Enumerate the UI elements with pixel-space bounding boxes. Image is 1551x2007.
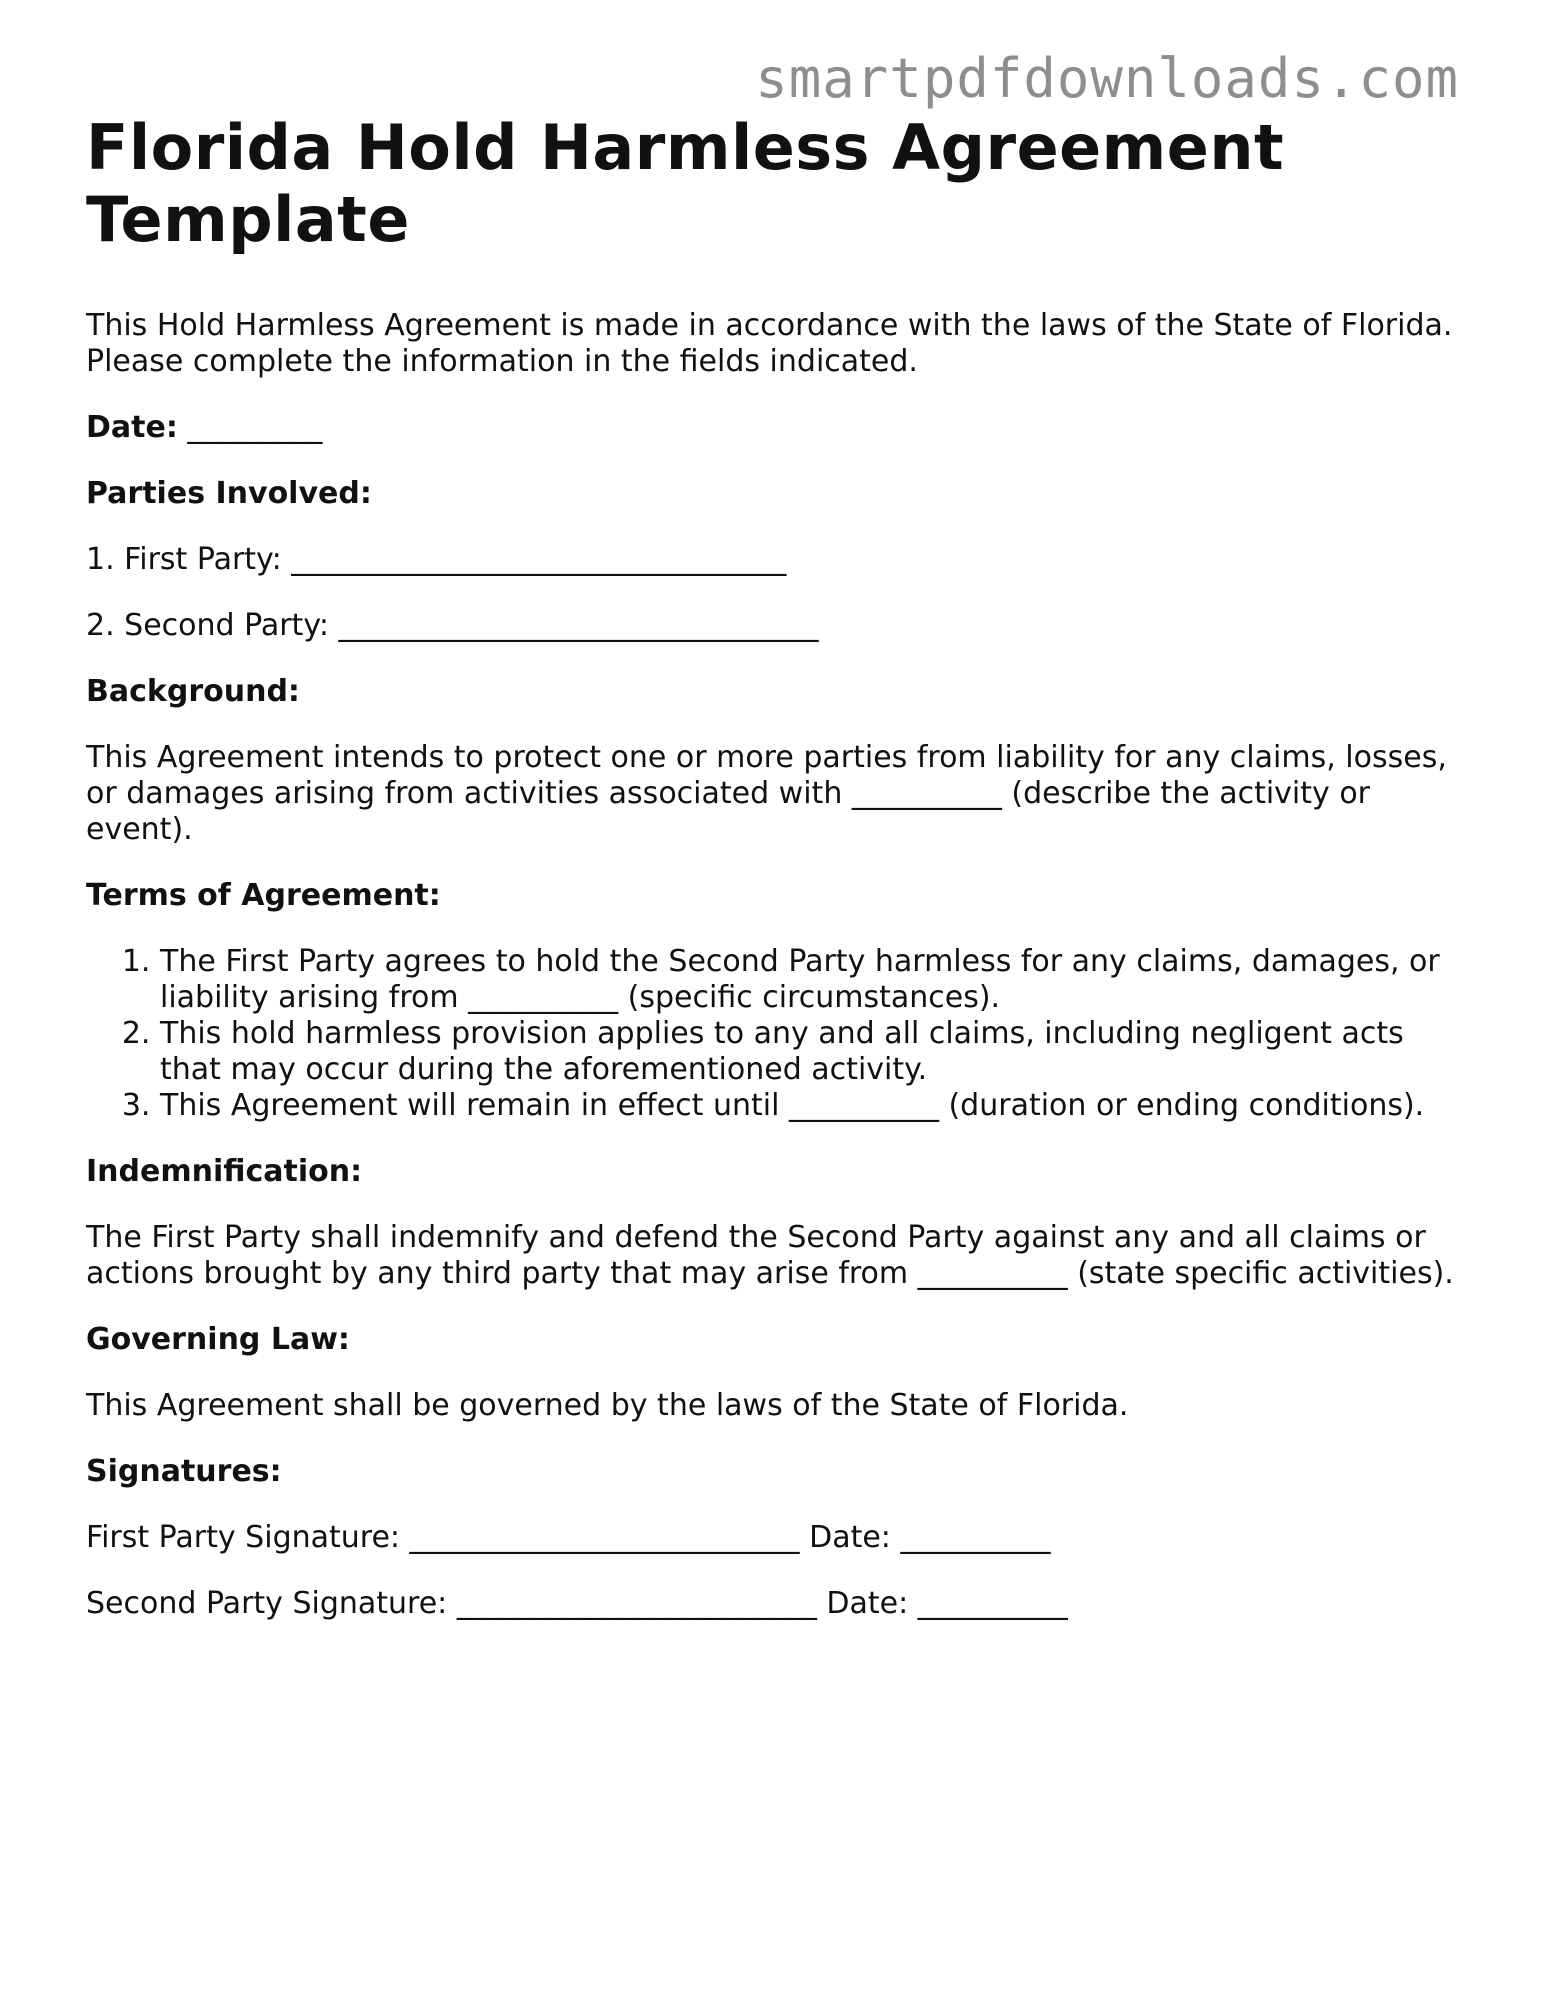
second-party-signature-line: Second Party Signature: ________________________ Date: __________ (86, 1586, 1068, 1621)
background-paragraph: This Agreement intends to protect one or more parties from liability for any claims, losses, or damages arising from activities associated with __________ (describe the activity or event). (86, 740, 1447, 847)
first-party-line: 1. First Party: _________________________________ (86, 542, 787, 577)
signatures-heading: Signatures: (86, 1454, 282, 1489)
governing-law-paragraph: This Agreement shall be governed by the laws of the State of Florida. (86, 1388, 1129, 1423)
parties-heading: Parties Involved: (86, 476, 372, 511)
watermark: smartpdfdownloads.com (755, 47, 1459, 110)
terms-list (86, 944, 1466, 1124)
terms-item: 3. This Agreement will remain in effect until __________ (duration or ending conditions). (160, 1088, 1466, 1124)
terms-item: 2. This hold harmless provision applies to any and all claims, including negligent acts that may occur during the aforementioned activity. (160, 1016, 1466, 1088)
first-party-signature-line: First Party Signature: __________________________ Date: __________ (86, 1520, 1051, 1555)
document-title: Florida Hold Harmless Agreement Template (86, 111, 1285, 256)
indemnification-paragraph: The First Party shall indemnify and defend the Second Party against any and all claims or actions brought by any third party that may arise from __________ (state specific activities). (86, 1220, 1454, 1291)
date-label: Date: (86, 410, 178, 445)
intro-paragraph: This Hold Harmless Agreement is made in accordance with the laws of the State of Florida. Please complete the information in the fields indicated. (86, 308, 1453, 379)
terms-heading: Terms of Agreement: (86, 878, 441, 913)
terms-item: 1. The First Party agrees to hold the Second Party harmless for any claims, damages, or liability arising from __________ (specific circumstances). (160, 944, 1466, 1016)
second-party-line: 2. Second Party: ________________________________ (86, 608, 819, 643)
date-blank: _________ (187, 410, 323, 445)
indemnification-heading: Indemnification: (86, 1154, 363, 1189)
governing-law-heading: Governing Law: (86, 1322, 350, 1357)
date-line (86, 410, 1466, 446)
background-heading: Background: (86, 674, 300, 709)
document-page (86, 112, 1466, 1652)
